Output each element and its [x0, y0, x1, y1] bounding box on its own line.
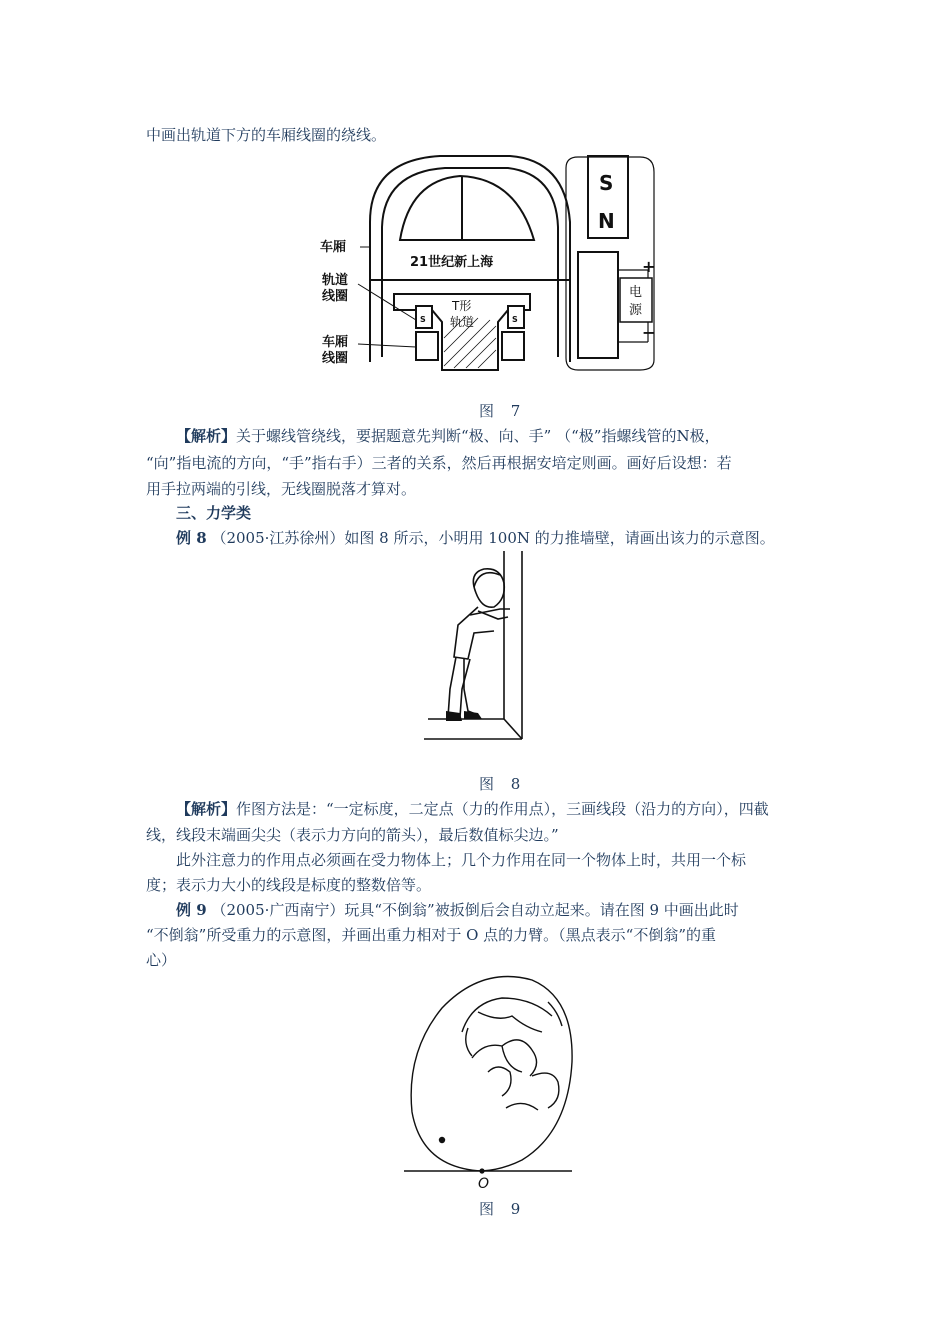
point-o-label: O	[478, 1176, 490, 1188]
pole-s: S	[599, 171, 614, 195]
section-heading: 三、力学类	[176, 504, 252, 522]
pole-n: N	[598, 209, 615, 233]
plus-sign: +	[642, 257, 656, 276]
example-9-line1	[176, 899, 739, 921]
label-track-coil-line1: 轨道	[322, 273, 349, 288]
analysis-7-line2: “向”指电流的方向，“手”指右手）三者的关系，然后再根据安培定则画。画好后设想：若	[146, 454, 732, 472]
figure-7-caption: 图 7	[479, 402, 527, 420]
figure-9-caption: 图 9	[479, 1200, 527, 1218]
note-line2: 度；表示力大小的线段是标度的整数倍等。	[146, 876, 432, 894]
example-9-line3: 心）	[146, 951, 177, 969]
analysis-8-line1	[176, 798, 769, 820]
label-carriage-coil-line1: 车厢	[322, 335, 349, 350]
analysis-8-line2: 线，线段末端画尖尖（表示力方向的箭头），最后数值标尖边。”	[146, 826, 559, 844]
example-8	[176, 527, 775, 549]
label-carriage: 车厢	[320, 240, 347, 255]
analysis-7-line3: 用手拉两端的引线，无线圈脱落才算对。	[146, 480, 417, 498]
analysis-8-text1: 作图方法是：“一定标度，二定点（力的作用点），三画线段（沿力的方向），四截	[236, 800, 769, 818]
power-line2: 源	[629, 303, 643, 318]
figure-7-maglev-diagram	[320, 152, 700, 377]
t-track-line2: 轨道	[450, 315, 475, 329]
label-track-coil-line2: 线圈	[322, 289, 349, 304]
figure-9-tumbler	[402, 972, 578, 1188]
example-8-tag: 例 8	[176, 529, 207, 547]
banner-text: 21世纪新上海	[410, 255, 494, 270]
small-s-left: S	[420, 315, 426, 324]
analysis-7-line1	[176, 425, 720, 447]
figure-8-caption: 图 8	[479, 775, 527, 793]
t-track-line1: T形	[452, 299, 472, 313]
power-line1: 电	[629, 285, 643, 300]
example-9-tag: 例 9	[176, 901, 207, 919]
label-carriage-coil-line2: 线圈	[322, 351, 349, 366]
analysis-8-tag: 【解析】	[176, 800, 237, 818]
analysis-7-text1: 关于螺线管绕线，要据题意先判断“极、向、手” （“极”指螺线管的N极，	[236, 427, 720, 445]
note-line1: 此外注意力的作用点必须画在受力物体上；几个力作用在同一个物体上时，共用一个标	[176, 851, 747, 869]
figure-8-pushing-wall	[424, 549, 552, 751]
analysis-tag: 【解析】	[176, 427, 237, 445]
example-9-line2: “不倒翁”所受重力的示意图，并画出重力相对于 O 点的力臂。（黑点表示“不倒翁”的重	[146, 926, 717, 944]
small-s-right: S	[512, 315, 518, 324]
minus-sign: −	[642, 323, 656, 342]
example-9-text1: （2005·广西南宁）玩具“不倒翁”被扳倒后会自动立起来。请在图 9 中画出此时	[206, 901, 739, 919]
example-8-text: （2005·江苏徐州）如图 8 所示，小明用 100N 的力推墙壁，请画出该力的示意图。	[206, 529, 775, 547]
intro-line: 中画出轨道下方的车厢线圈的绕线。	[146, 126, 387, 144]
